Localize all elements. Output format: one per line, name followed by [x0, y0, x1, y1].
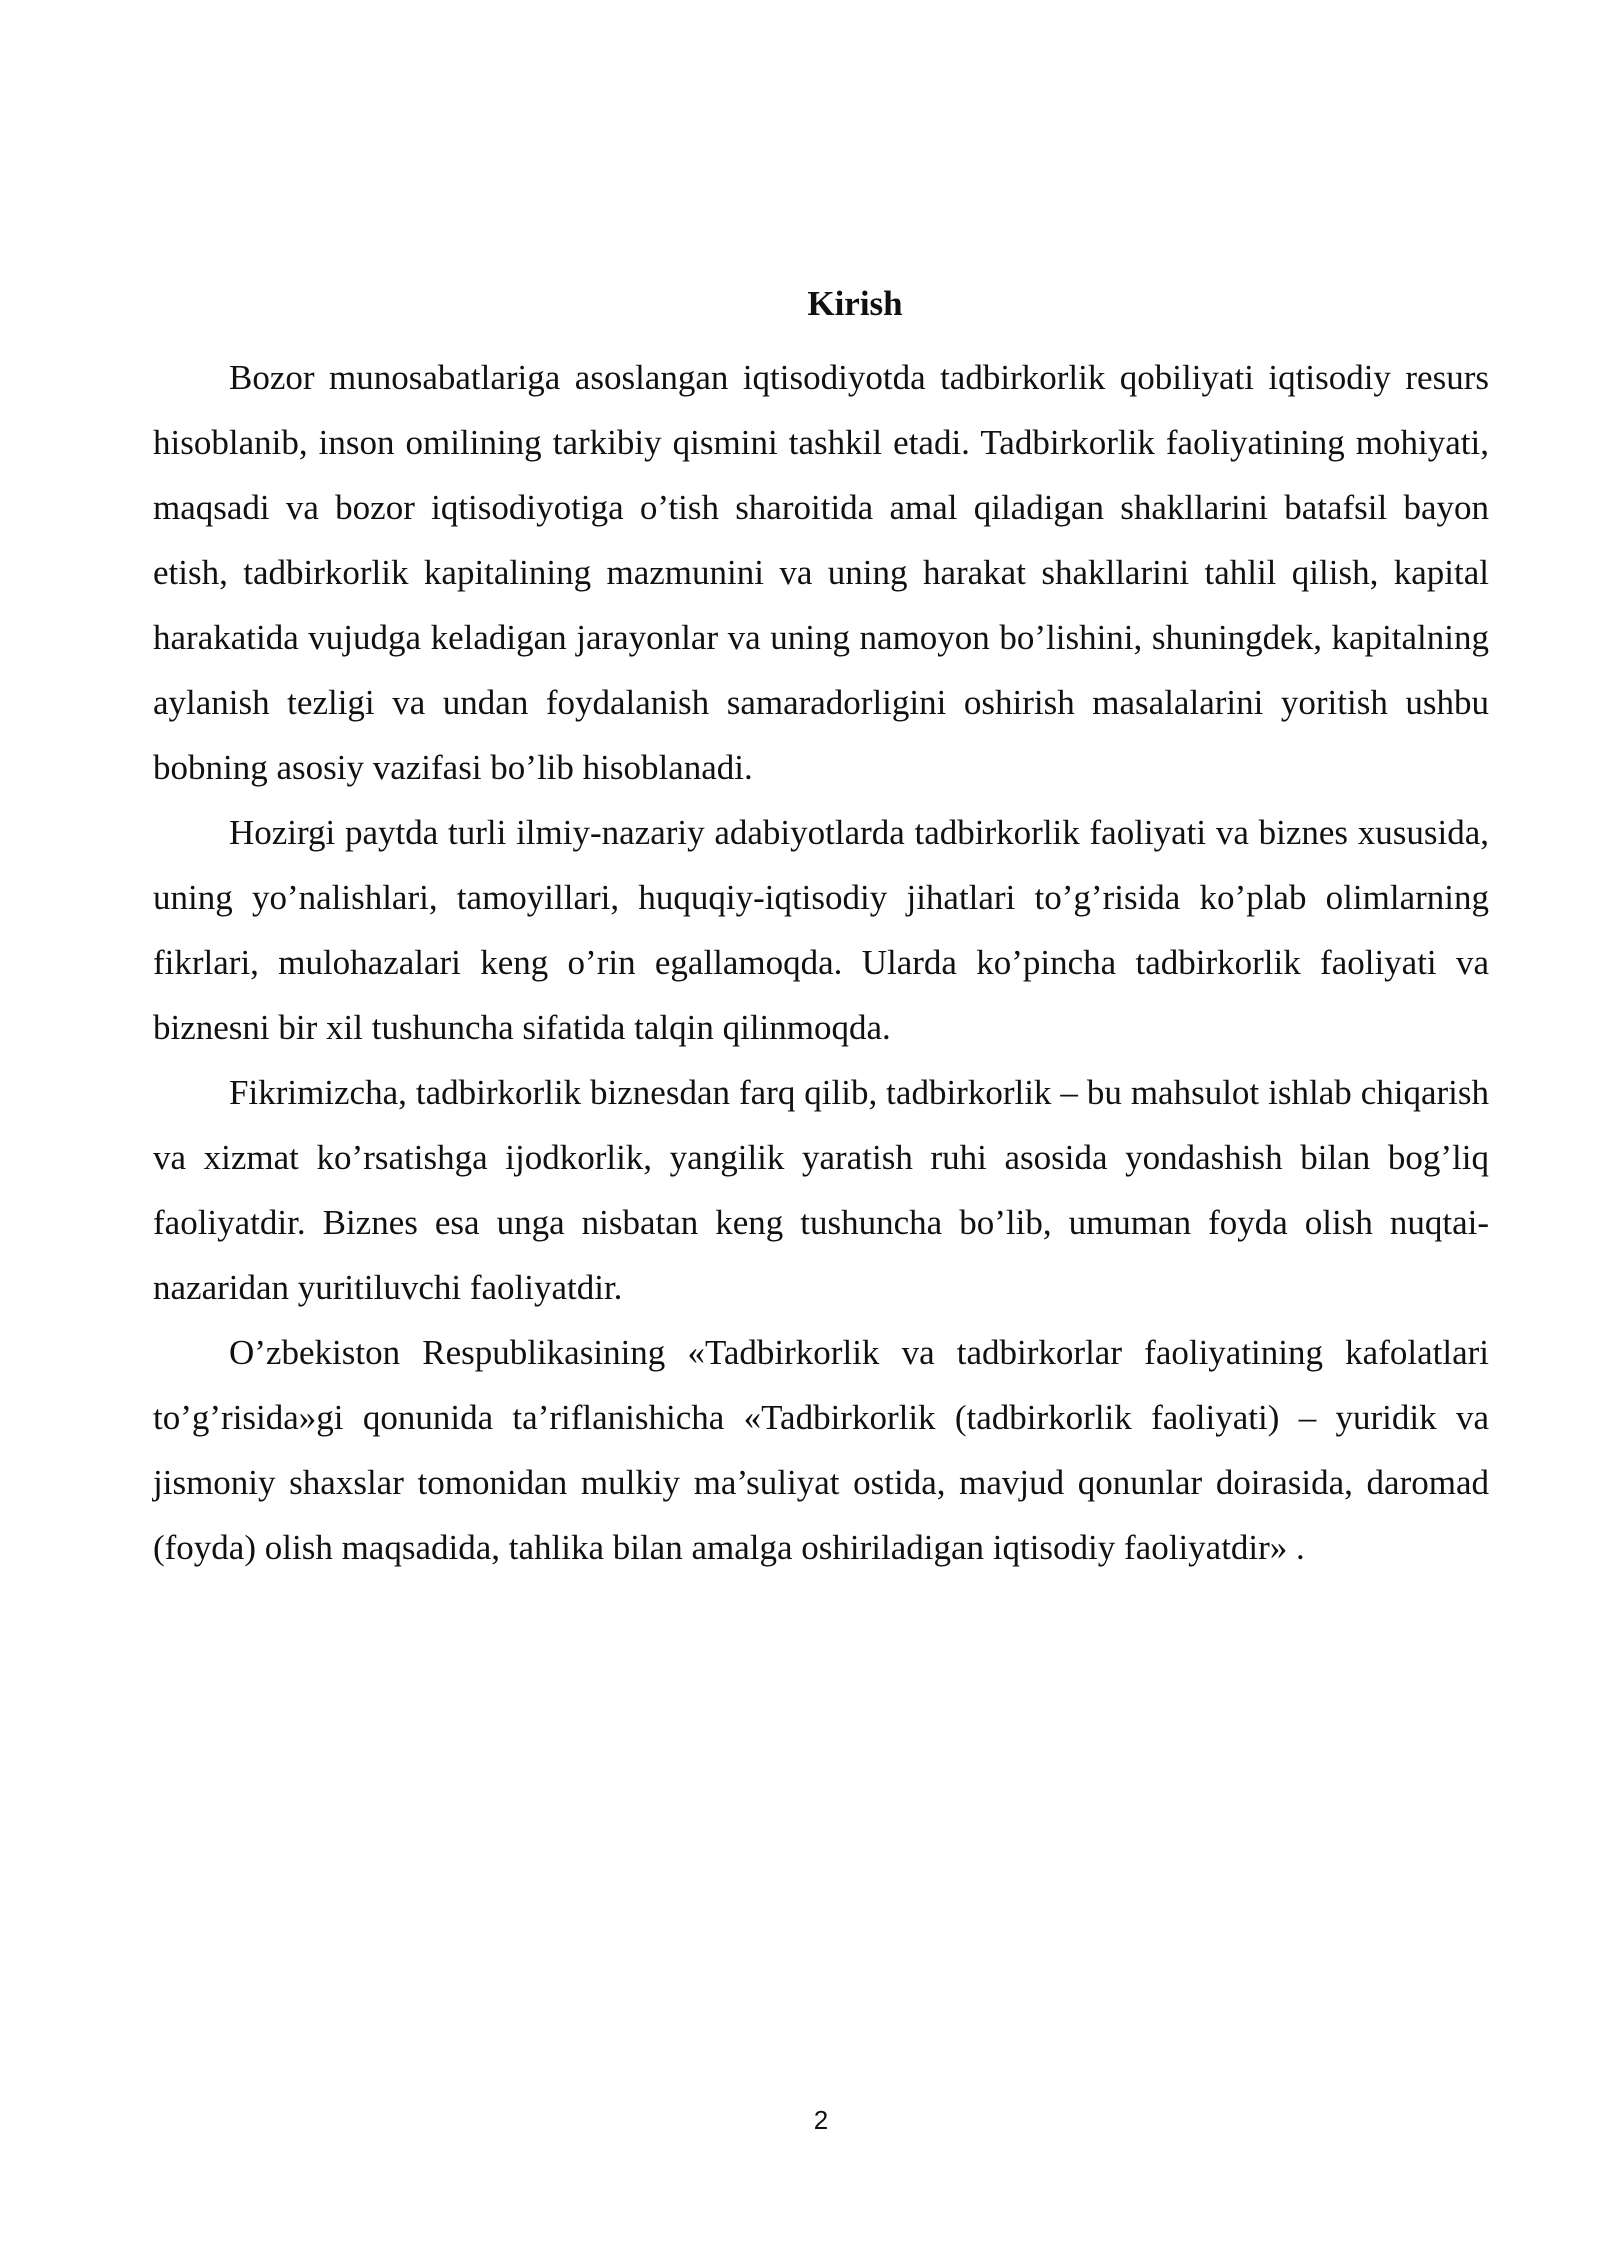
page-number: 2	[813, 2105, 829, 2135]
paragraph-1: Bozor munosabatlariga asoslangan iqtisodiyotda tadbirkorlik qobiliyati iqtisodiy resurs hisoblanib, inson omilining tarkibiy qismini tashkil etadi. Tadbirkorlik faoliyatining mohiyati, maqsadi va bozor iqtisodiyotiga o’tish sharoitida amal qiladigan shakllarini batafsil bayon etish, tadbirkorlik kapitalining mazmunini va uning harakat shakllarini tahlil qilish, kapital harakatida vujudga keladigan jarayonlar va uning namoyon bo’lishini, shuningdek, kapitalning aylanish tezligi va undan foydalanish samaradorligini oshirish masalalarini yoritish ushbu bobning asosiy vazifasi bo’lib hisoblanadi.	[153, 358, 1489, 787]
section-title: Kirish	[807, 284, 903, 323]
body-text	[153, 345, 1489, 1580]
paragraph-3: Fikrimizcha, tadbirkorlik biznesdan farq qilib, tadbirkorlik – bu mahsulot ishlab chiqarish va xizmat ko’rsatishga ijodkorlik, yangilik yaratish ruhi asosida yondashish bilan bog’liq faoliyatdir. Biznes esa unga nisbatan keng tushuncha bo’lib, umuman foyda olish nuqtai-nazaridan yuritiluvchi faoliyatdir.	[153, 1073, 1489, 1307]
paragraph-2: Hozirgi paytda turli ilmiy-nazariy adabiyotlarda tadbirkorlik faoliyati va biznes xususida, uning yo’nalishlari, tamoyillari, huquqiy-iqtisodiy jihatlari to’g’risida ko’plab olimlarning fikrlari, mulohazalari keng o’rin egallamoqda. Ularda ko’pincha tadbirkorlik faoliyati va biznesni bir xil tushuncha sifatida talqin qilinmoqda.	[153, 813, 1489, 1047]
paragraph-4: O’zbekiston Respublikasining «Tadbirkorlik va tadbirkorlar faoliyatining kafolatlari to’g’risida»gi qonunida ta’riflanishicha «Tadbirkorlik (tadbirkorlik faoliyati) – yuridik va jismoniy shaxslar tomonidan mulkiy ma’suliyat ostida, mavjud qonunlar doirasida, daromad (foyda) olish maqsadida, tahlika bilan amalga oshiriladigan iqtisodiy faoliyatdir» .	[153, 1333, 1489, 1567]
